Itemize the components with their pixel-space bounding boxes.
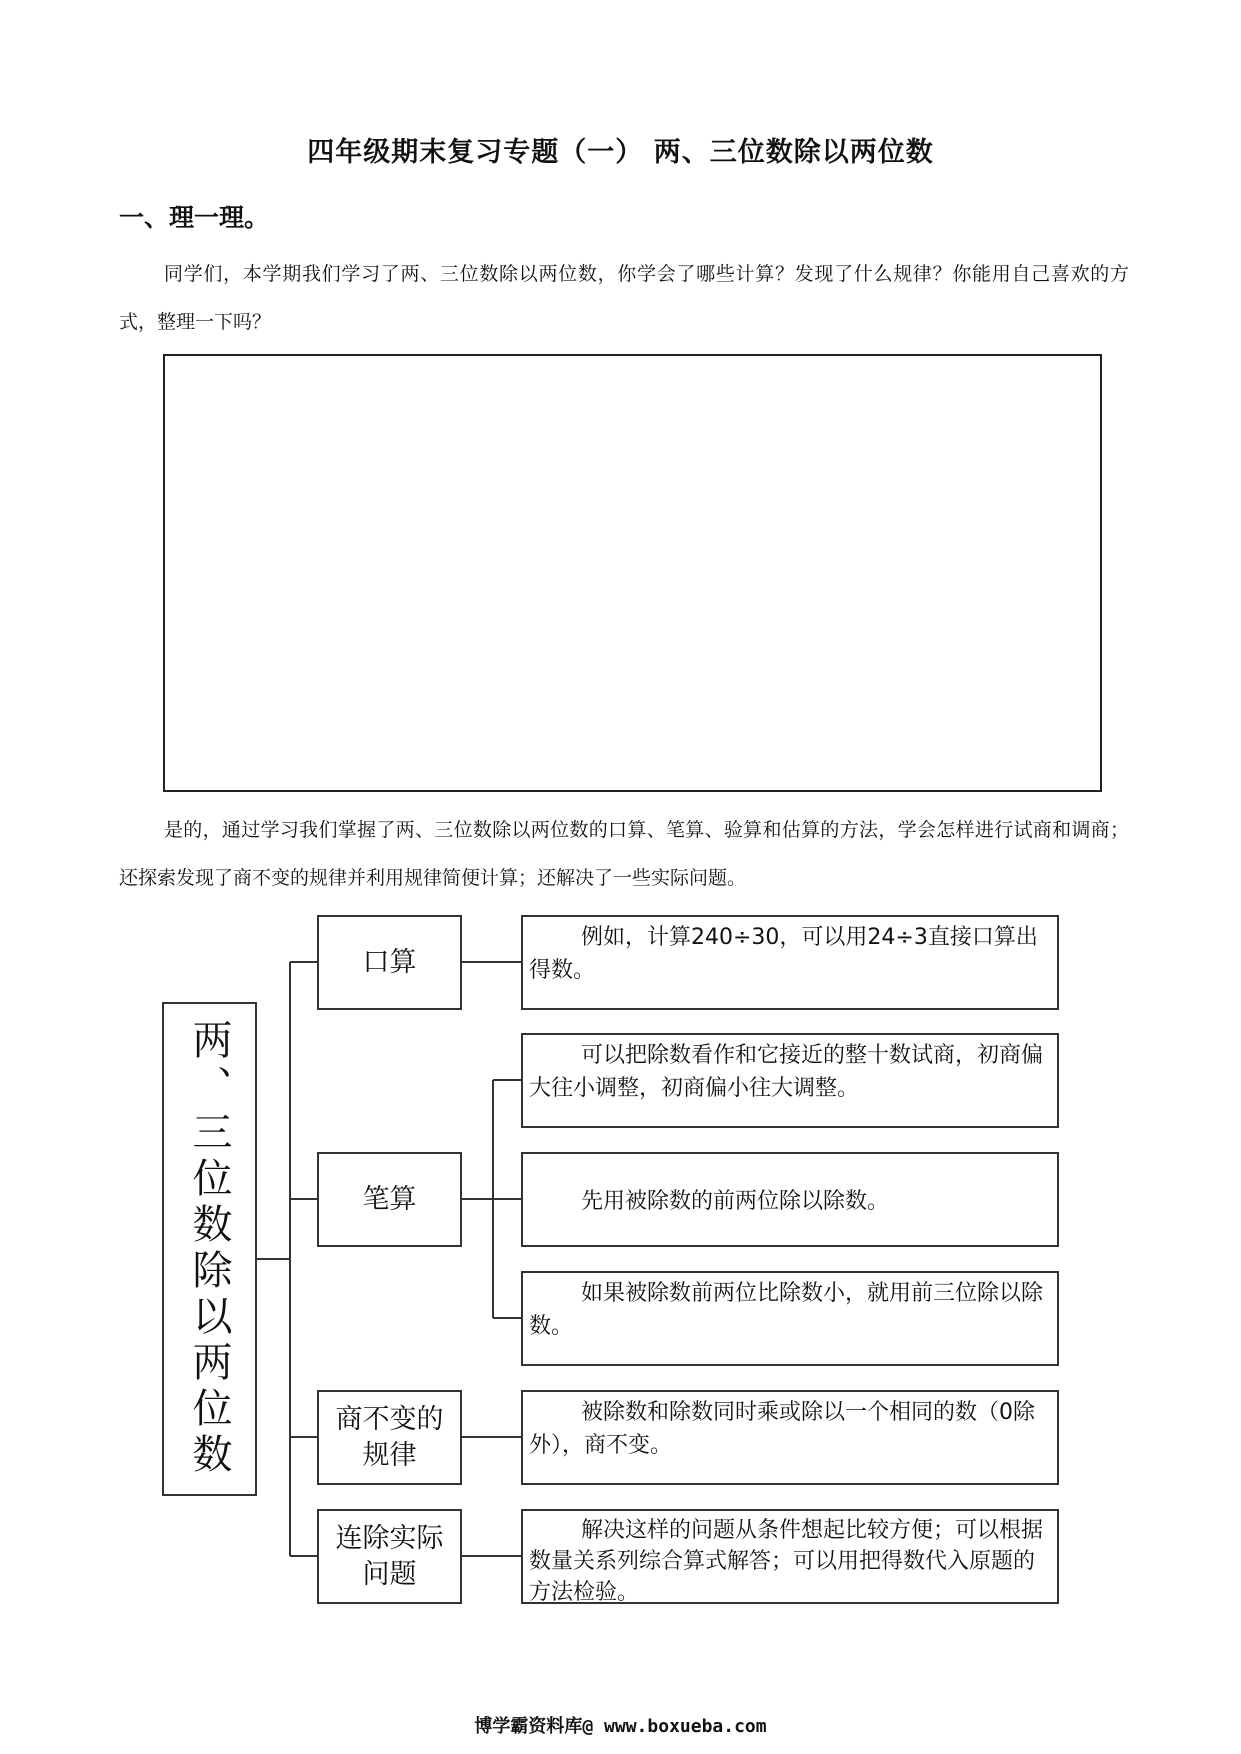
category-box-written <box>317 1152 462 1247</box>
description-text: 如果被除数前两位比除数小，就用前三位除以除数。 <box>529 1281 1044 1339</box>
page-title: 四年级期末复习专题（一） 两、三位数除以两位数 <box>307 137 934 168</box>
category-label: 商不变的规律 <box>335 1403 444 1471</box>
category-box-word-problems <box>317 1509 462 1604</box>
description-text: 解决这样的问题从条件想起比较方便；可以根据数量关系列综合算式解答；可以用把得数代入原题的方法检验。 <box>529 1518 1044 1605</box>
description-box <box>521 1271 1059 1366</box>
category-box-quotient-rule <box>317 1390 462 1485</box>
description-text: 先用被除数的前两位除以除数。 <box>581 1189 890 1214</box>
description-text: 被除数和除数同时乘或除以一个相同的数（0除外），商不变。 <box>529 1400 1035 1458</box>
section-heading: 一、理一理。 <box>119 203 270 232</box>
description-box <box>521 915 1059 1010</box>
description-box <box>521 1509 1059 1604</box>
description-text: 可以把除数看作和它接近的整十数试商，初商偏大往小调整，初商偏小往大调整。 <box>529 1043 1044 1101</box>
category-label: 连除实际问题 <box>335 1522 444 1590</box>
summary-paragraph: 是的，通过学习我们掌握了两、三位数除以两位数的口算、笔算、验算和估算的方法，学会怎样进行试商和调商；还探索发现了商不变的规律并利用规律简便计算；还解决了一些实际问题。 <box>119 819 1129 889</box>
category-label: 口算 <box>362 946 417 978</box>
description-text: 例如，计算240÷30，可以用24÷3直接口算出得数。 <box>529 925 1038 983</box>
diagram-root-label: 两、三位数除以两位数 <box>186 1019 232 1479</box>
intro-paragraph: 同学们，本学期我们学习了两、三位数除以两位数，你学会了哪些计算？发现了什么规律？你能用自己喜欢的方式，整理一下吗？ <box>119 263 1129 333</box>
description-box <box>521 1033 1059 1128</box>
diagram-root-box <box>162 1002 257 1496</box>
description-box <box>521 1152 1059 1247</box>
category-label: 笔算 <box>362 1183 417 1215</box>
description-box <box>521 1390 1059 1485</box>
footer-watermark: 博学霸资料库@ www.boxueba.com <box>474 1716 767 1737</box>
category-box-oral <box>317 915 462 1010</box>
